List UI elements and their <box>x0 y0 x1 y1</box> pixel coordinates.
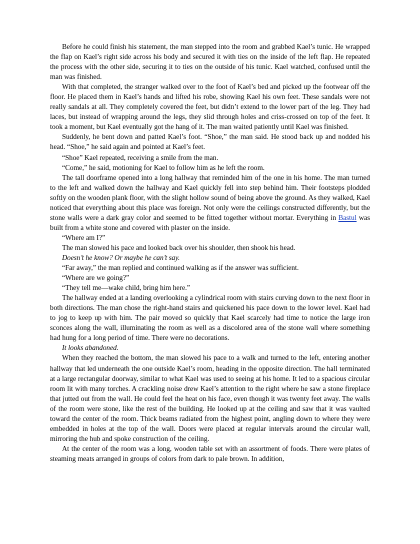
italic-thought: It looks abandoned. <box>62 344 119 353</box>
paragraph: The hallway ended at a landing overlooking a cylindrical room with stairs curving down to the next floor in both directions. The man chose the right-hand stairs and quickened his pace down to the lower level. Kael had to jog to keep up with him. The pair moved so quickly that Kael scarcely had time to notice the large iron sconces along the wall, illuminating the room as well as a discolored area of the stone wall where something had hung for a long period of time. There were no decorations. <box>50 294 370 343</box>
paragraph: The man slowed his pace and looked back over his shoulder, then shook his head. <box>62 243 296 252</box>
paragraph: “Where are we going?” <box>62 274 130 283</box>
paragraph: Before he could finish his statement, the man stepped into the room and grabbed Kael’s tunic. He wrapped the flap on Kael’s right side across his body and secured it with ties on the inside of the left flap. He repeated the process with the other side, securing it to ties on the outside of his tunic. Kael watched, confused until the man was finished. <box>50 43 370 82</box>
paragraph: “They tell me—wake child, bring him here.” <box>62 284 191 293</box>
paragraph-with-link: The tall doorframe opened into a long hallway that reminded him of the one in his home. The man turned to the left and walked down the hallway and Kael quickly fell into step behind him. Their footsteps plodded softly on the wooden plank floor, with the slight hollow sound of being above the ground. As they walked, Kael noticed that everything about this place was foreign. Not only were the ceilings constructed differently, but the stone walls were a dark gray color and seemed to be fitted together without mortar. Everything in Bastul was built from a white stone and covered with plaster on the inside. <box>50 173 370 232</box>
paragraph: “Far away,” the man replied and continued walking as if the answer was sufficient. <box>62 264 299 273</box>
paragraph: At the center of the room was a long, wooden table set with an assortment of foods. There were plates of steaming meats arranged in groups of colors from dark to pale brown. In addition, <box>50 444 370 463</box>
place-name-link[interactable]: Bastul <box>338 213 357 222</box>
italic-thought: Doesn’t he know? Or maybe he can’t say. <box>62 253 180 262</box>
paragraph: “Shoe” Kael repeated, receiving a smile from the man. <box>62 153 219 162</box>
paragraph: With that completed, the stranger walked over to the foot of Kael’s bed and picked up the footwear off the floor. He placed them in Kael’s hands and lifted his robe, showing Kael his own feet. These sandals were not really sandals at all. They completely covered the feet, but didn’t extend to the lower part of the leg. They had laces, but instead of wrapping around the legs, they slid through holes and criss-crossed on top of the feet. It took a moment, but Kael eventually got the hang of it. The man waited patiently until Kael was finished. <box>50 83 370 132</box>
paragraph: “Where am I?” <box>62 233 106 242</box>
paragraph: Suddenly, he bent down and patted Kael’s foot. “Shoe,” the man said. He stood back up and nodded his head. “Shoe,” he said again and pointed at Kael’s feet. <box>50 133 370 152</box>
paragraph: “Come,” he said, motioning for Kael to follow him as he left the room. <box>62 163 265 172</box>
paragraph: When they reached the bottom, the man slowed his pace to a walk and turned to the left, entering another hallway that led underneath the one outside Kael’s room, heading in the opposite direction. The hall terminated at a large rectangular doorway, similar to what Kael was used to seeing at his home. It led to a spacious circular room lit with many torches. A crackling noise drew Kael’s attention to the right where he saw a stone fireplace that jutted out from the wall. He could feel the heat on his face, even though it was twenty feet away. The walls of the room were stone, like the rest of the building. He looked up at the ceiling and saw that it was vaulted toward the center of the room. Thick beams radiated from the highest point, angling down to where they were embedded in holes at the top of the wall. Doors were placed at regular intervals around the circular wall, mirroring the hub and spoke construction of the ceiling. <box>50 354 370 443</box>
